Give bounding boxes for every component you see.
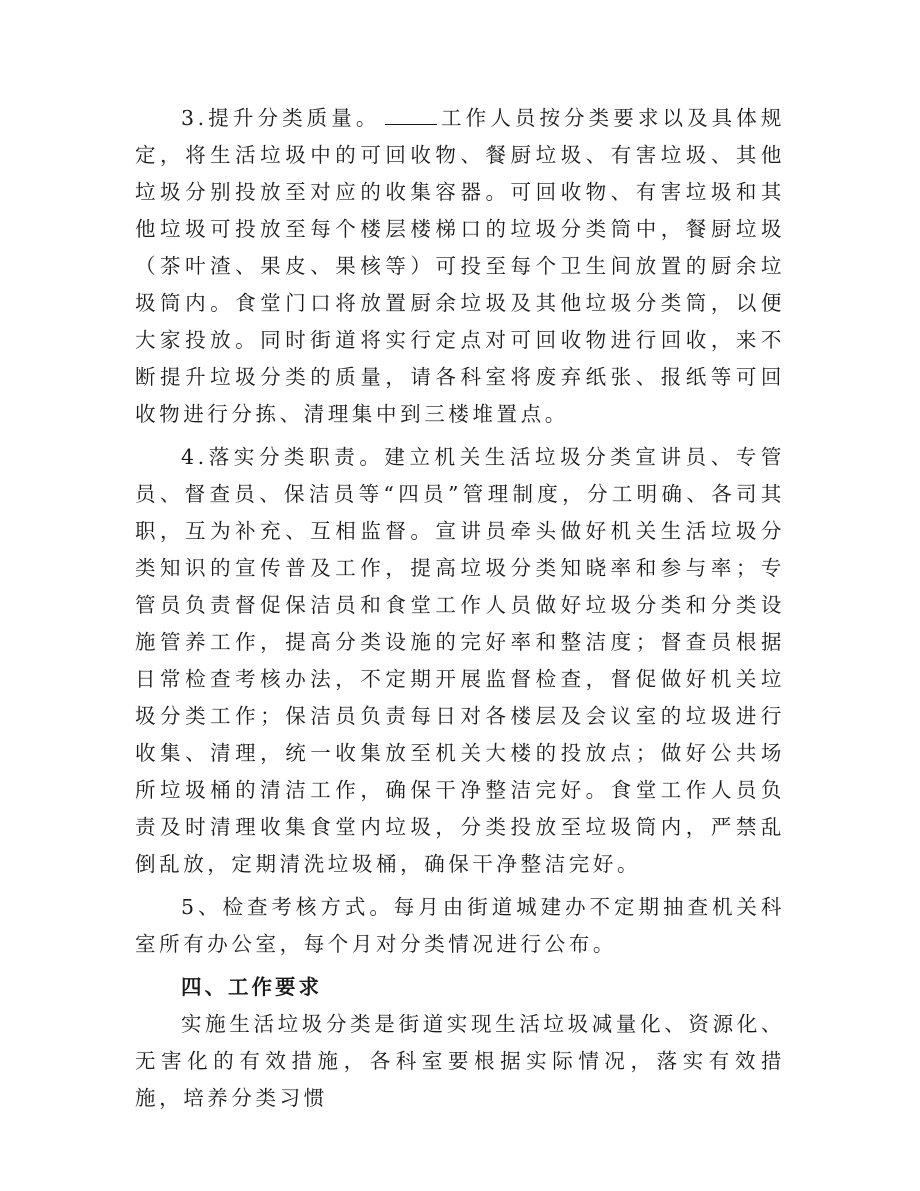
- paragraph-section-3: [135, 100, 785, 433]
- paragraph-section-5: 5、检查考核方式。每月由街道城建办不定期抽查机关科室所有办公室，每个月对分类情况进行公布。: [135, 895, 785, 956]
- document-body: [135, 100, 785, 1117]
- paragraph-section-4: 4.落实分类职责。建立机关生活垃圾分类宣讲员、专管员、督查员、保洁员等“四员”管理制度，分工明确、各司其职，互为补充、互相监督。宣讲员牵头做好机关生活垃圾分类知识的宣传普及工作，提高垃圾分类知晓率和参与率；专管员负责督促保洁员和食堂工作人员做好垃圾分类和分类设施管养工作，提高分类设施的完好率和整洁度；督查员根据日常检查考核办法，不定期开展监督检查，督促做好机关垃圾分类工作；保洁员负责每日对各楼层及会议室的垃圾进行收集、清理，统一收集放至机关大楼的投放点；做好公共场所垃圾桶的清洁工作，确保干净整洁完好。食堂工作人员负责及时清理收集食堂内垃圾，分类投放至垃圾筒内，严禁乱倒乱放，定期清洗垃圾桶，确保干净整洁完好。: [135, 445, 785, 876]
- blank-underline: [385, 106, 437, 125]
- section-heading-work-requirements: 四、工作要求: [181, 975, 322, 999]
- paragraph-final: 实施生活垃圾分类是街道实现生活垃圾减量化、资源化、无害化的有效措施，各科室要根据实际情况，落实有效措施，培养分类习惯: [135, 1012, 785, 1110]
- section-3-text: 工作人员按分类要求以及具体规定，将生活垃圾中的可回收物、餐厨垃圾、有害垃圾、其他垃圾分别投放至对应的收集容器。可回收物、有害垃圾和其他垃圾可投放至每个楼层楼梯口的垃圾分类筒中，餐厨垃圾（茶叶渣、果皮、果核等）可投至每个卫生间放置的厨余垃圾筒内。食堂门口将放置厨余垃圾及其他垃圾分类筒，以便大家投放。同时街道将实行定点对可回收物进行回收，来不断提升垃圾分类的质量，请各科室将废弃纸张、报纸等可回收物进行分拣、清理集中到三楼堆置点。: [135, 106, 785, 426]
- section-3-prefix: 3.提升分类质量。: [181, 106, 381, 130]
